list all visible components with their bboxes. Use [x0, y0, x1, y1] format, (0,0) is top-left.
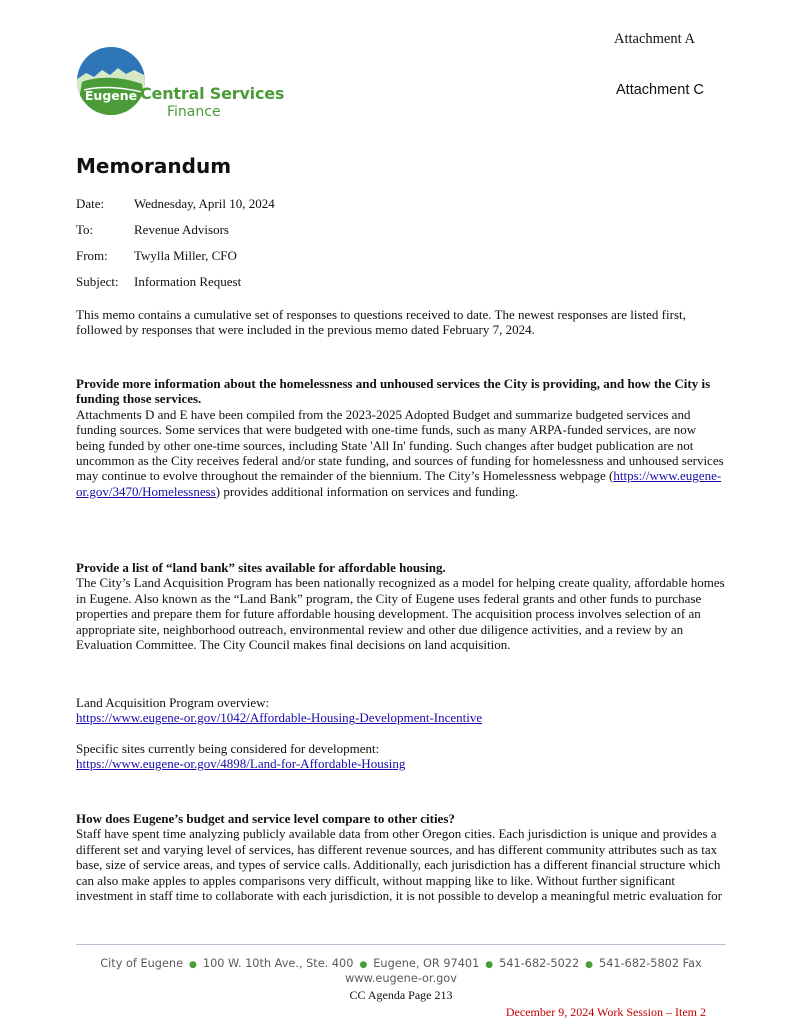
bullet-icon: ● [485, 960, 494, 970]
footer-phone: 541-682-5022 [499, 957, 580, 970]
footer-divider [76, 944, 726, 945]
sites-link[interactable]: https://www.eugene-or.gov/4898/Land-for-Affordable-Housing [76, 756, 406, 772]
question-land-bank: Provide a list of “land bank” sites available for affordable housing. [76, 560, 446, 575]
land-acquisition-overview [76, 695, 726, 726]
logo-word: Eugene [84, 88, 138, 103]
sites-label: Specific sites currently being considered for development: [76, 741, 380, 756]
memo-header-fields [76, 196, 275, 300]
attachment-a-label: Attachment A [614, 31, 695, 47]
footer-fax: 541-682-5802 Fax [599, 957, 702, 970]
answer-land-bank: The City’s Land Acquisition Program has been nationally recognized as a model for helping create quality, affordable homes in Eugene. Also known as the “Land Bank” program, the City of Eugene uses federal grants and other funds to purchase properties and prepare them for future affordable housing development. The acquisition process involves selection of an appropriate site, neighborhood outreach, environmental review and other due diligence activities, and a review by an Evaluation Committee. The City Council makes final decisions on land acquisition. [76, 575, 725, 653]
footer-city: City of Eugene [100, 957, 184, 970]
answer-homelessness-text: Attachments D and E have been compiled from the 2023-2025 Adopted Budget and summarize budgeted services and funding sources. Some services that were budgeted with one-time funds, such as many ARPA-funded services, are now being funded by other one-time sources, including State 'All In' funding. Such changes after budget publication are not uncommon as the City receives federal and/or state funding, and sources of funding for homelessness and unhoused services may continue to evolve throughout the remainder of the biennium. The City’s Homelessness webpage ( [76, 406, 724, 484]
brand-name: Central Services [140, 84, 285, 103]
from-value: Twylla Miller, CFO [134, 248, 237, 263]
footer-address [76, 957, 726, 970]
question-homelessness: Provide more information about the homelessness and unhoused services the City is providing, and how the City is funding those services. [76, 376, 711, 407]
question-city-comparison: How does Eugene’s budget and service level compare to other cities? [76, 811, 455, 826]
homelessness-webpage-link[interactable]: https://www.eugene-or.gov/3470/Homelessness [76, 468, 722, 499]
memo-to-row [76, 222, 275, 248]
overview-label: Land Acquisition Program overview: [76, 695, 270, 710]
section-land-bank [76, 560, 726, 652]
eugene-logo [76, 46, 146, 116]
intro-text: This memo contains a cumulative set of responses to questions received to date. The newest responses are listed first, followed by responses that were included in the previous memo dated February 7, 2024. [76, 307, 686, 338]
to-label: To: [76, 222, 94, 237]
footer-street: 100 W. 10th Ave., Ste. 400 [202, 957, 354, 970]
section-homelessness [76, 376, 726, 499]
agenda-page-number: CC Agenda Page 213 [349, 988, 453, 1002]
footer-website: www.eugene-or.gov [345, 972, 457, 985]
subject-value: Information Request [134, 274, 242, 289]
answer-homelessness [76, 407, 726, 499]
memo-date-row [76, 196, 275, 222]
date-value: Wednesday, April 10, 2024 [134, 196, 275, 211]
attachment-c-label: Attachment C [616, 82, 704, 98]
subject-label: Subject: [76, 274, 119, 289]
affordable-housing-sites [76, 741, 726, 772]
memo-title: Memorandum [76, 154, 232, 178]
bullet-icon: ● [585, 960, 594, 970]
overview-link[interactable]: https://www.eugene-or.gov/1042/Affordable-Housing-Development-Incentive [76, 710, 483, 726]
answer-homelessness-tail: ) provides additional information on services and funding. [215, 483, 519, 499]
from-label: From: [76, 248, 108, 263]
bullet-icon: ● [359, 960, 368, 970]
date-label: Date: [76, 196, 105, 211]
intro-paragraph [76, 307, 726, 338]
memo-subject-row [76, 274, 275, 300]
brand-division: Finance [167, 104, 221, 120]
bullet-icon: ● [189, 960, 197, 970]
work-session-label: December 9, 2024 Work Session – Item 2 [505, 1005, 706, 1019]
answer-city-comparison: Staff have spent time analyzing publicly available data from other Oregon cities. Each jurisdiction is unique and provides a different set and varying level of services, has different revenue sources, and has different community attributes such as tax base, size of service areas, and types of service calls. Additionally, each jurisdiction has a different financial structure which can also make apples to apples comparisons very difficult, without mapping like to like. Without further significant investment in staff time to collaborate with each jurisdiction, it is not possible to develop a meaningful metric evaluation for [76, 826, 722, 904]
memo-from-row [76, 248, 275, 274]
footer-citystate: Eugene, OR 97401 [373, 957, 480, 970]
to-value: Revenue Advisors [134, 222, 229, 237]
section-city-comparison [76, 811, 726, 903]
